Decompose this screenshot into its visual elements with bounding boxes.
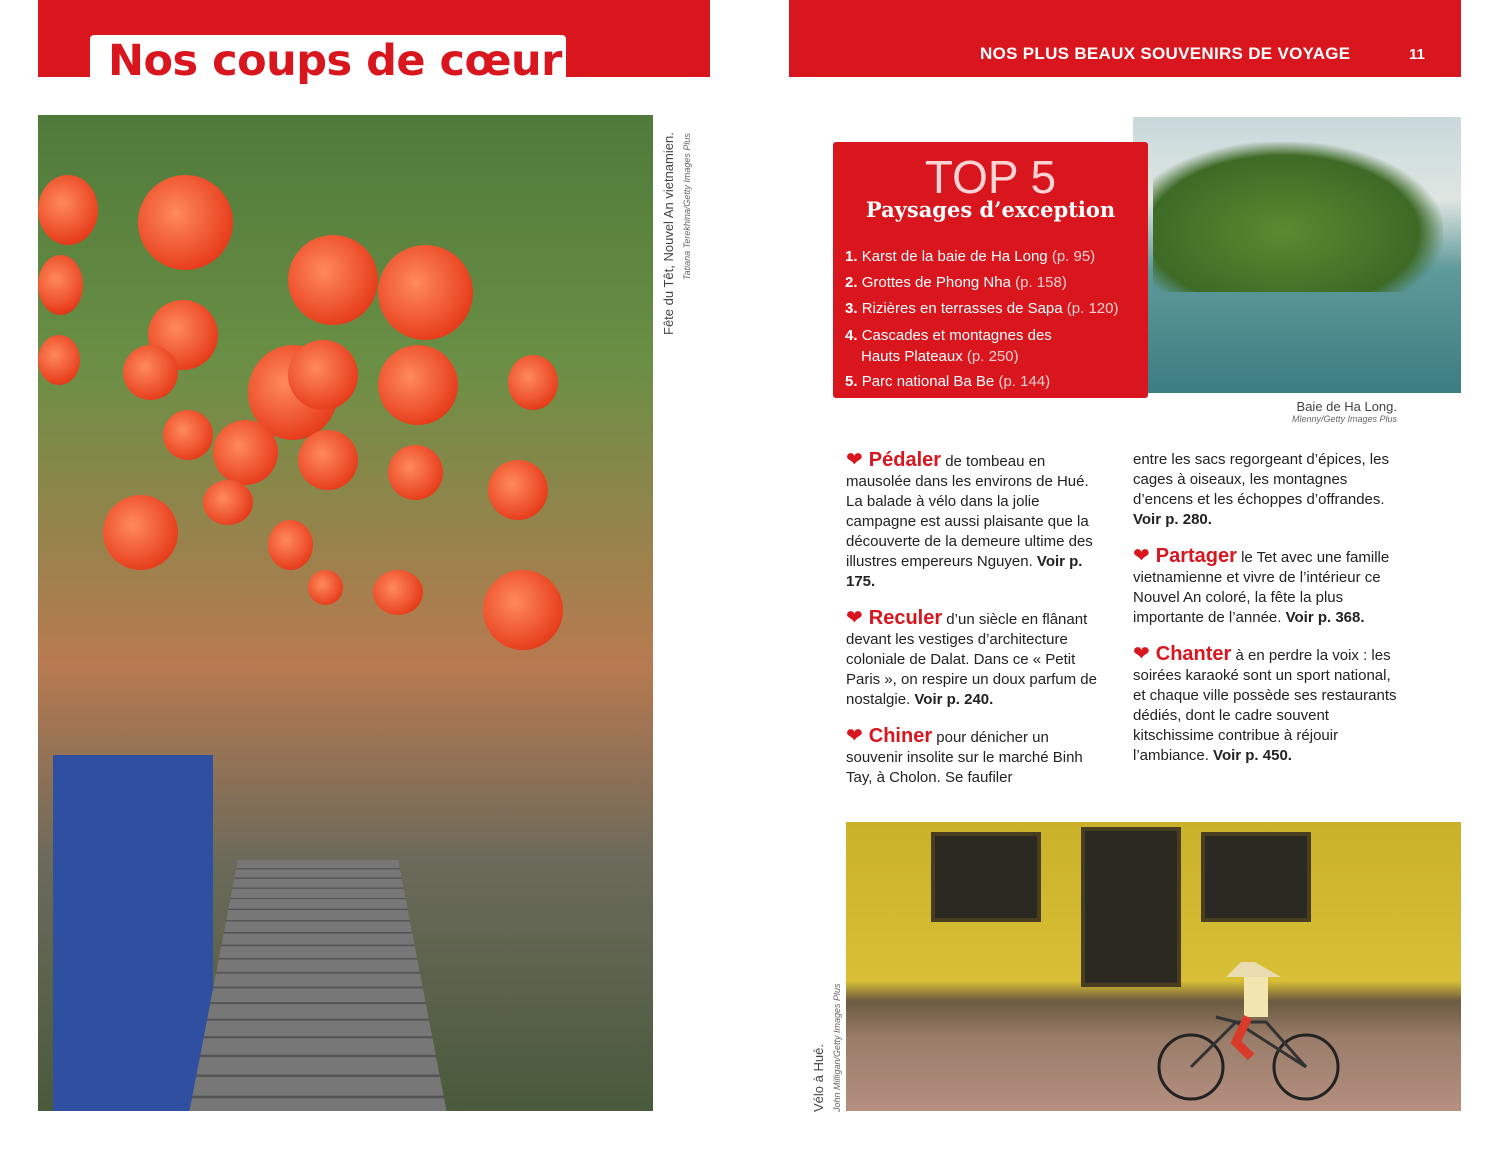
lantern [388, 445, 443, 500]
page-title: Nos coups de cœur [108, 36, 562, 86]
top5-item: 1. Karst de la baie de Ha Long (p. 95) [845, 248, 1096, 265]
lantern [123, 345, 178, 400]
top5-item: 3. Rizières en terrasses de Sapa (p. 120) [845, 300, 1119, 317]
top5-item: 2. Grottes de Phong Nha (p. 158) [845, 274, 1067, 291]
top5-item: 4. Cascades et montagnes des Hauts Plateaux (p. 250) [845, 327, 1052, 365]
lantern [373, 570, 423, 615]
photo-credit-lanterns: Tatiana Terekhina/Getty Images Plus [682, 133, 692, 280]
photo-caption-lanterns: Fête du Têt, Nouvel An vietnamien. [661, 132, 676, 335]
window [1201, 832, 1311, 922]
entry-chanter: ❤ Chanter à en perdre la voix : les soirées karaoké sont un sport national, et chaque ville possède ses restaurants dédiés, dont le cadre souvent kitschissime contribue à réjouir l’ambiance. Voir p. 450. [1133, 643, 1397, 764]
cyclist [1156, 962, 1346, 1102]
lantern [38, 175, 98, 245]
lantern [38, 335, 80, 385]
entry-partager: ❤ Partager le Tet avec une famille vietnamienne et vivre de l’intérieur ce Nouvel An coloré, la fête la plus importante de l’année. Voir p. 368. [1133, 545, 1390, 626]
ha-long-bay-photo [1133, 117, 1461, 393]
photo-caption-ha-long: Baie de Ha Long. Mlenny/Getty Images Plus [1291, 399, 1397, 424]
entry-reculer: ❤ Reculer d’un siècle en flânant devant les vestiges d’architecture coloniale de Dalat. Dans ce « Petit Paris », on respire un doux parfum de nostalgie. Voir p. 240. [846, 607, 1097, 708]
lantern [268, 520, 313, 570]
top5-item: 5. Parc national Ba Be (p. 144) [845, 373, 1051, 390]
lantern [38, 255, 83, 315]
lantern [378, 245, 473, 340]
wooden-walkway [185, 860, 450, 1111]
lantern [213, 420, 278, 485]
photo-caption-bicycle: Vélo à Hué. [811, 1044, 826, 1112]
heart-icon: ❤ [846, 449, 863, 471]
top5-list [845, 244, 1119, 395]
lantern [103, 495, 178, 570]
lantern [508, 355, 558, 410]
lantern [163, 410, 213, 460]
entry-chiner: ❤ Chiner pour dénicher un souvenir insolite sur le marché Binh Tay, à Cholon. Se faufiler [846, 725, 1083, 786]
entry-chiner-continued: entre les sacs regorgeant d’épices, les cages à oiseaux, les montagnes d’encens et les échoppes d’offrandes. Voir p. 280. [1133, 451, 1389, 528]
heart-icon: ❤ [846, 607, 863, 629]
top5-subheading: Paysages d’exception [865, 197, 1116, 222]
page-number: 11 [1409, 46, 1425, 63]
karst-island [1153, 142, 1443, 292]
text-column-1 [846, 450, 1108, 804]
lantern [288, 340, 358, 410]
lantern [488, 460, 548, 520]
window [931, 832, 1041, 922]
entry-pedaler: ❤ Pédaler de tombeau en mausolée dans les environs de Hué. La balade à vélo dans la jolie campagne est aussi plaisante que la découverte de la demeure ultime des illustres empereurs Nguyen. Voir p. 175. [846, 449, 1093, 590]
heart-icon: ❤ [1133, 643, 1150, 665]
lantern [203, 480, 253, 525]
lanterns-photo [38, 115, 653, 1111]
lantern [308, 570, 343, 605]
right-header-band [789, 0, 1461, 77]
lantern [378, 345, 458, 425]
blue-railing [53, 755, 213, 1111]
photo-credit-bicycle: John Milligan/Getty Images Plus [832, 983, 842, 1112]
top5-box [833, 142, 1148, 398]
bicycle-hue-photo [846, 822, 1461, 1111]
lantern [288, 235, 378, 325]
top5-heading: TOP 5 [924, 151, 1057, 203]
lantern [298, 430, 358, 490]
heart-icon: ❤ [846, 725, 863, 747]
lantern [483, 570, 563, 650]
section-header: NOS PLUS BEAUX SOUVENIRS DE VOYAGE [980, 44, 1351, 63]
text-column-2 [1133, 450, 1403, 782]
lantern [138, 175, 233, 270]
heart-icon: ❤ [1133, 545, 1150, 567]
